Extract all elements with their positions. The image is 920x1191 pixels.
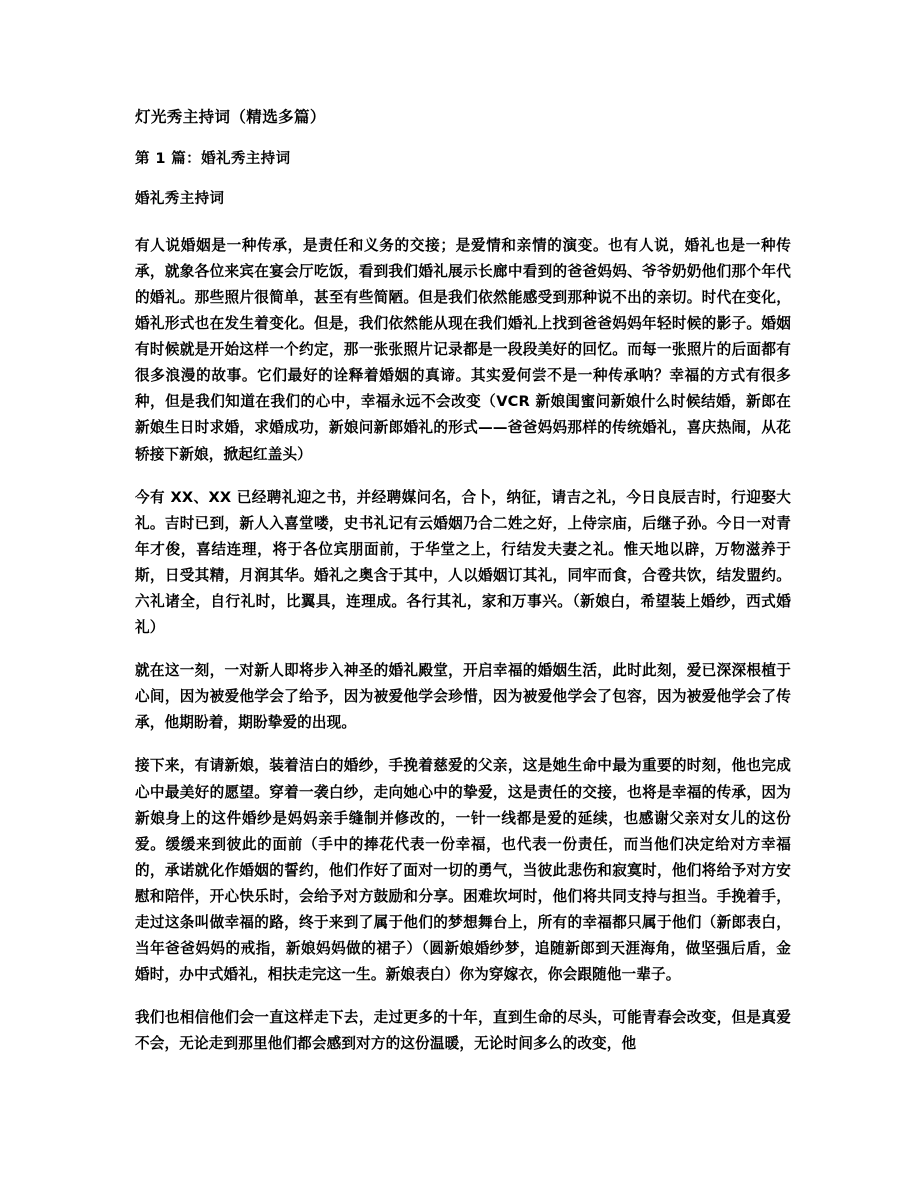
subheading: 婚礼秀主持词	[135, 191, 225, 207]
body-paragraph: 我们也相信他们会一直这样走下去，走过更多的十年，直到生命的尽头，可能青春会改变，但是真爱不会，无论走到那里他们都会感到对方的这份温暖，无论时间多么的改变，他	[135, 1009, 791, 1053]
body-paragraph: 接下来，有请新娘，装着洁白的婚纱，手挽着慈爱的父亲，这是她生命中最为重要的时刻，他也完成心中最美好的愿望。穿着一袭白纱，走向她心中的挚爱，这是责任的交接，也将是幸福的传承，因为新娘身上的这件婚纱是妈妈亲手缝制并修改的，一针一线都是爱的延续，也感谢父亲对女儿的这份爱。缓缓来到彼此的面前（手中的捧花代表一份幸福，也代表一份责任，而当他们决定给对方幸福的，承诺就化作婚姻的誓约，他们作好了面对一切的勇气，当彼此悲伤和寂寞时，他们将给予对方安慰和陪伴，开心快乐时，会给予对方鼓励和分享。困难坎坷时，他们将共同支持与担当。手挽着手，走过这条叫做幸福的路，终于来到了属于他们的梦想舞台上，所有的幸福都只属于他们（新郎表白，当年爸爸妈妈的戒指，新娘妈妈做的裙子）（圆新娘婚纱梦，追随新郎到天涯海角，做坚强后盾，金婚时，办中式婚礼，相扶走完这一生。新娘表白）你为穿嫁衣，你会跟随他一辈子。	[135, 757, 791, 984]
document-content	[135, 106, 791, 1057]
body-paragraph: 就在这一刻，一对新人即将步入神圣的婚礼殿堂，开启幸福的婚姻生活，此时此刻，爱已深深根植于心间，因为被爱他学会了给予，因为被爱他学会珍惜，因为被爱他学会了包容，因为被爱他学会了传承，他期盼着，期盼挚爱的出现。	[135, 662, 791, 732]
page-title: 灯光秀主持词（精选多篇）	[135, 108, 326, 126]
body-paragraph: 有人说婚姻是一种传承，是责任和义务的交接；是爱情和亲情的演变。也有人说，婚礼也是一种传承，就象各位来宾在宴会厅吃饭，看到我们婚礼展示长廊中看到的爸爸妈妈、爷爷奶奶他们那个年代的婚礼。那些照片很简单，甚至有些简陋。但是我们依然能感受到那种说不出的亲切。时代在变化，婚礼形式也在发生着变化。但是，我们依然能从现在我们婚礼上找到爸爸妈妈年轻时候的影子。婚姻有时候就是开始这样一个约定，那一张张照片记录都是一段段美好的回忆。而每一张照片的后面都有很多浪漫的故事。它们最好的诠释着婚姻的真谛。其实爱何尝不是一种传承呐？幸福的方式有很多种，但是我们知道在我们的心中，幸福永远不会改变（VCR 新娘闺蜜问新娘什么时候结婚，新郎在新娘生日时求婚，求婚成功，新娘问新郎婚礼的形式——爸爸妈妈那样的传统婚礼，喜庆热闹，从花轿接下新娘，掀起红盖头）	[135, 236, 791, 463]
body-paragraph: 今有 XX、XX 已经聘礼迎之书，并经聘媒问名，合卜，纳征，请吉之礼，今日良辰吉时，行迎娶大礼。吉时已到，新人入喜堂喽，史书礼记有云婚姻乃合二姓之好，上侍宗庙，后继子孙。今日一对青年才俊，喜结连理，将于各位宾朋面前，于华堂之上，行结发夫妻之礼。惟天地以辟，万物滋养于斯，日受其精，月润其华。婚礼之奥含于其中，人以婚姻订其礼，同牢而食，合卺共饮，结发盟约。六礼诸全，自行礼时，比翼具，连理成。各行其礼，家和万事兴。（新娘白，希望装上婚纱，西式婚礼）	[135, 488, 791, 637]
section-heading: 第 1 篇：婚礼秀主持词	[135, 151, 291, 168]
